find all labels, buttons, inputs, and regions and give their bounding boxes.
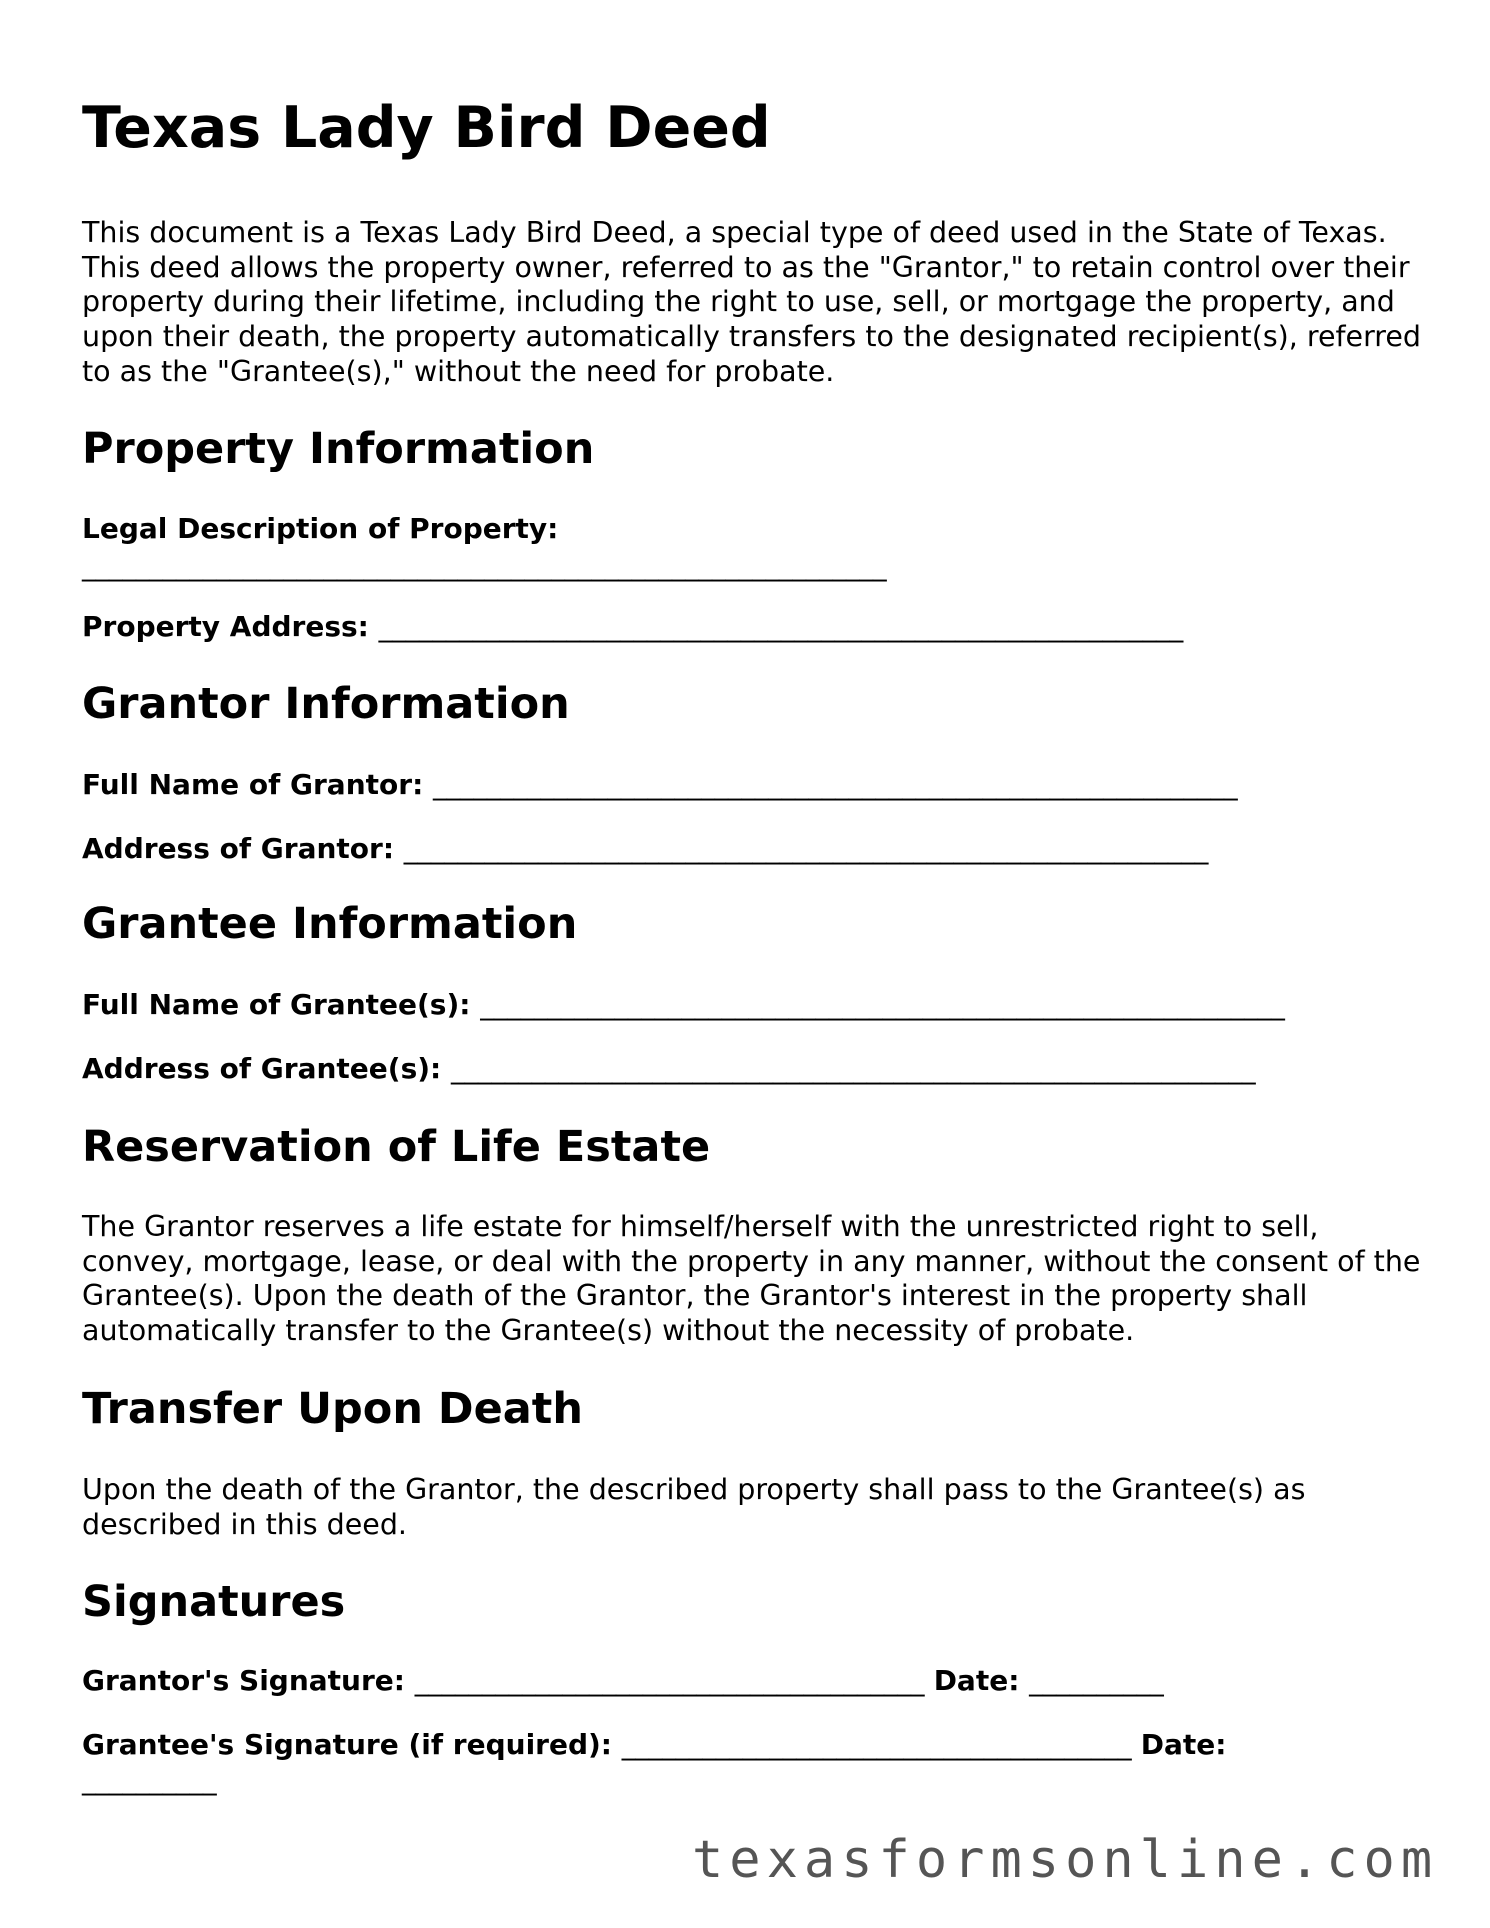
grantor-signature-blank[interactable]: ______________________________________ — [414, 1664, 924, 1697]
grantor-signature-field[interactable] — [82, 1664, 1164, 1697]
grantee-address-field[interactable] — [82, 1052, 1256, 1085]
reservation-heading: Reservation of Life Estate — [82, 1122, 711, 1172]
grantor-name-blank[interactable]: ____________________________________________________________ — [433, 768, 1238, 801]
transfer-paragraph: Upon the death of the Grantor, the described property shall pass to the Grantee(s) as described in this deed. — [82, 1473, 1306, 1541]
grantee-name-label: Full Name of Grantee(s): — [82, 988, 471, 1021]
grantor-address-field[interactable] — [82, 832, 1208, 865]
grantee-information-heading: Grantee Information — [82, 899, 578, 949]
grantor-date-blank[interactable]: __________ — [1029, 1664, 1164, 1697]
grantee-name-field[interactable] — [82, 988, 1285, 1021]
grantor-name-label: Full Name of Grantor: — [82, 768, 424, 801]
property-address-field[interactable] — [82, 610, 1183, 643]
legal-description-label: Legal Description of Property: — [82, 512, 559, 545]
grantee-signature-blank[interactable]: ______________________________________ — [621, 1728, 1131, 1761]
legal-description-field[interactable] — [82, 512, 559, 545]
grantee-address-blank[interactable]: ____________________________________________________________ — [451, 1052, 1256, 1085]
grantee-name-blank[interactable]: ____________________________________________________________ — [480, 988, 1285, 1021]
grantee-address-label: Address of Grantee(s): — [82, 1052, 442, 1085]
grantor-date-label: Date: — [933, 1664, 1020, 1697]
property-address-label: Property Address: — [82, 610, 369, 643]
property-information-heading: Property Information — [82, 424, 595, 474]
grantee-date-blank[interactable]: __________ — [82, 1763, 217, 1796]
grantee-signature-label: Grantee's Signature (if required): — [82, 1728, 613, 1761]
legal-description-blank[interactable]: ____________________________________________________________ — [82, 549, 887, 582]
signatures-heading: Signatures — [82, 1577, 346, 1627]
grantor-address-label: Address of Grantor: — [82, 832, 395, 865]
property-address-blank[interactable]: ____________________________________________________________ — [378, 610, 1183, 643]
grantor-name-field[interactable] — [82, 768, 1238, 801]
site-watermark: texasformsonline.com — [692, 1830, 1439, 1890]
grantee-date-label: Date: — [1140, 1728, 1227, 1761]
grantor-information-heading: Grantor Information — [82, 679, 570, 729]
grantee-signature-field[interactable] — [82, 1728, 1227, 1761]
grantor-address-blank[interactable]: ____________________________________________________________ — [403, 832, 1208, 865]
page-title: Texas Lady Bird Deed — [82, 95, 771, 161]
grantor-signature-label: Grantor's Signature: — [82, 1664, 405, 1697]
transfer-heading: Transfer Upon Death — [82, 1384, 583, 1434]
intro-paragraph: This document is a Texas Lady Bird Deed, a special type of deed used in the State of Texas. This deed allows the property owner, referred to as the "Grantor," to retain control over their property during their lifetime, including the right to use, sell, or mortgage the property, and upon their death, the property automatically transfers to the designated recipient(s), referred to as the "Grantee(s)," without the need for probate. — [82, 216, 1422, 388]
reservation-paragraph: The Grantor reserves a life estate for himself/herself with the unrestricted right to sell, convey, mortgage, lease, or deal with the property in any manner, without the consent of the Grantee(s). Upon the death of the Grantor, the Grantor's interest in the property shall automatically transfer to the Grantee(s) without the necessity of probate. — [82, 1210, 1421, 1348]
